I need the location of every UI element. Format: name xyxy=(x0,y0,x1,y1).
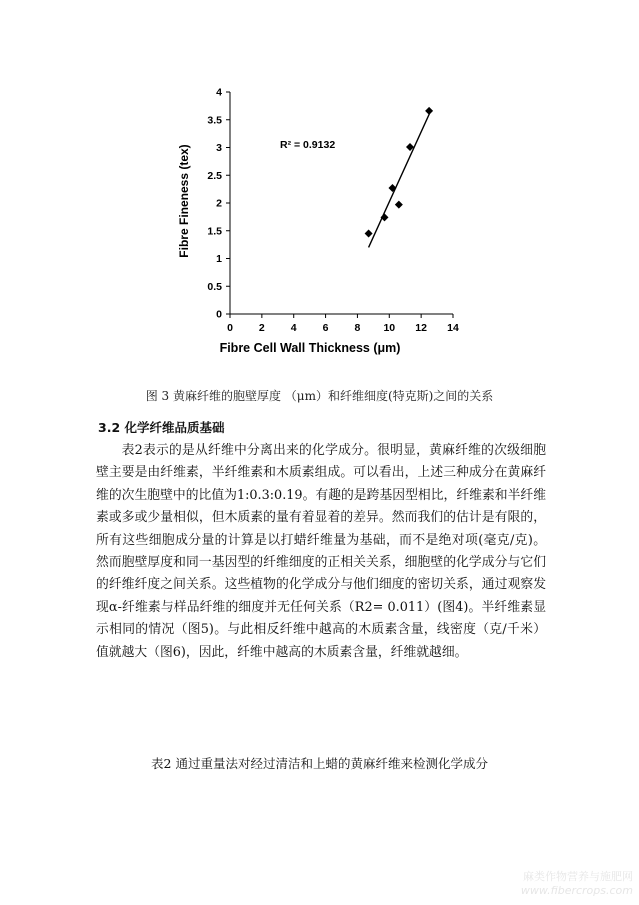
figure-caption: 图 3 黄麻纤维的胞壁厚度 （μm）和纤维细度(特克斯)之间的关系 xyxy=(145,389,494,403)
watermark-url: www.fibercrops.com xyxy=(520,884,633,897)
trendline xyxy=(369,111,431,248)
x-tick-label: 10 xyxy=(383,322,396,334)
chart-ticks xyxy=(207,87,459,335)
data-point xyxy=(395,201,403,209)
x-tick-label: 2 xyxy=(258,322,265,334)
y-tick-label: 3 xyxy=(216,142,222,154)
data-point xyxy=(388,184,396,192)
y-tick-label: 3.5 xyxy=(207,114,222,127)
watermark-text: 麻类作物营养与施肥网 xyxy=(523,870,633,883)
r-squared-annotation: R² = 0.9132 xyxy=(280,139,336,151)
y-tick-label: 0 xyxy=(216,308,222,321)
body-text xyxy=(96,440,546,664)
x-tick-label: 12 xyxy=(415,322,427,334)
x-tick-label: 0 xyxy=(227,322,233,334)
x-axis-label: Fibre Cell Wall Thickness (μm) xyxy=(219,341,401,355)
table-caption: 表2 通过重量法对经过清洁和上蜡的黄麻纤维来检测化学成分 xyxy=(151,756,488,771)
x-tick-label: 6 xyxy=(322,322,329,334)
data-point xyxy=(425,107,433,115)
data-point xyxy=(365,230,373,238)
section-heading: 3.2 化学纤维品质基础 xyxy=(98,420,225,435)
y-tick-label: 2.5 xyxy=(207,169,222,182)
x-tick-label: 14 xyxy=(447,322,459,334)
y-tick-label: 1 xyxy=(216,253,222,265)
y-tick-label: 0.5 xyxy=(207,280,222,293)
paragraph: 表2表示的是从纤维中分离出来的化学成分。很明显，黄麻纤维的次级细胞壁主要是由纤维素，半纤维素和木质素组成。可以看出，上述三种成分在黄麻纤维的次生胞壁中的比值为1:0.3:0.19。有趣的是跨基因型相比，纤维素和半纤维素或多或少量相似，但木质素的量有着显着的差异。然而我们的估计是有限的，所有这些细胞成分量的计算是以打蜡纤维量为基础，而不是绝对项(毫克/克)。 然而胞壁厚度和同一基因型的纤维细度的正相关关系，细胞壁的化学成分与它们的纤维纤度之间关系。这些植物的化学成分与他们细度的密切关系，通过观察发现α-纤维素与样品纤维的细度并无任何关系（R2= 0.011）(图4)。半纤维素显示相同的情况（图5)。与此相反纤维中越高的木质素含量，线密度（克/千米）值就越大（图6)，因此，纤维中越高的木质素含量，纤维就越细。 xyxy=(96,443,546,660)
y-tick-label: 4 xyxy=(216,86,222,99)
scatter-chart xyxy=(160,70,480,370)
x-tick-label: 8 xyxy=(354,322,361,334)
y-tick-label: 1.5 xyxy=(207,225,222,238)
x-tick-label: 4 xyxy=(290,322,297,334)
chart-marks xyxy=(365,107,434,248)
y-axis-label: Fibre Fineness (tex) xyxy=(177,144,191,258)
chart-axes xyxy=(230,92,453,314)
y-tick-label: 2 xyxy=(216,197,222,210)
